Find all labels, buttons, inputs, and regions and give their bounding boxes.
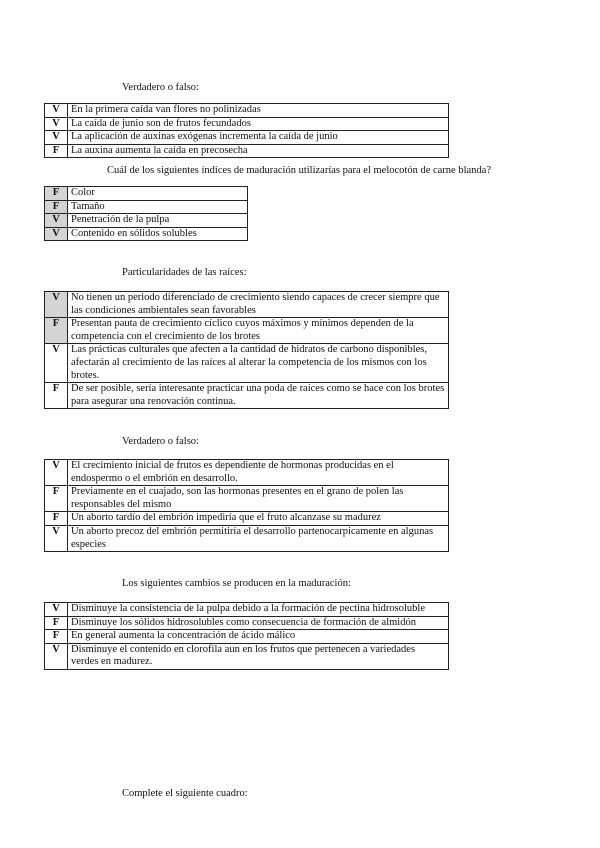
table-row (45, 512, 449, 526)
answer-cell: V (45, 344, 68, 383)
true-false-table-3 (44, 291, 449, 409)
statement-cell: La auxina aumenta la caída en precosecha (68, 144, 449, 158)
statement-cell: Disminuye los sólidos hidrosolubles como consecuencia de formación de almidón (68, 616, 449, 630)
true-false-table-4 (44, 459, 449, 552)
table-row (45, 187, 248, 201)
statement-cell: Tamaño (68, 200, 248, 214)
section-heading-4: Verdadero o falso: (122, 436, 199, 447)
answer-cell: V (45, 525, 68, 551)
table-row (45, 643, 449, 669)
answer-cell: F (45, 318, 68, 344)
statement-cell: Disminuye el contenido en clorofila aun en los frutos que pertenecen a variedades verdes en madurez. (68, 643, 449, 669)
statement-cell: No tienen un periodo diferenciado de crecimiento siendo capaces de crecer siempre que las condiciones ambientales sean favorables (68, 292, 449, 318)
statement-cell: El crecimiento inicial de frutos es dependiente de hormonas producidas en el endospermo o el embrión en desarrollo. (68, 460, 449, 486)
statement-cell: La caída de junio son de frutos fecundados (68, 117, 449, 131)
answer-cell: V (45, 643, 68, 669)
answer-cell: V (45, 460, 68, 486)
section-heading-5: Los siguientes cambios se producen en la maduración: (122, 578, 351, 589)
table-row (45, 200, 248, 214)
statement-cell: Contenido en sólidos solubles (68, 227, 248, 241)
statement-cell: Color (68, 187, 248, 201)
statement-cell: La aplicación de auxinas exógenas incrementa la caída de junio (68, 131, 449, 145)
table-row (45, 131, 449, 145)
true-false-table-1 (44, 103, 449, 158)
statement-cell: Previamente en el cuajado, son las hormonas presentes en el grano de polen las responsables del mismo (68, 486, 449, 512)
statement-cell: Un aborto tardío del embrión impediría que el fruto alcanzase su madurez (68, 512, 449, 526)
answer-cell: V (45, 104, 68, 118)
footer-heading: Complete el siguiente cuadro: (122, 788, 248, 799)
table-row (45, 344, 449, 383)
answer-cell: V (45, 214, 68, 228)
statement-cell: Presentan pauta de crecimiento cíclico cuyos máximos y mínimos dependen de la competencia con el crecimiento de los brotes (68, 318, 449, 344)
answer-cell: V (45, 131, 68, 145)
true-false-table-2 (44, 186, 248, 241)
table-row (45, 383, 449, 409)
statement-cell: Un aborto precoz del embrión permitiría el desarrollo partenocarpicamente en algunas especies (68, 525, 449, 551)
statement-cell: Las prácticas culturales que afecten a la cantidad de hidratos de carbono disponibles, afectarán al crecimiento de las raíces al alterar la competencia de los mismos con los brotes. (68, 344, 449, 383)
answer-cell: F (45, 187, 68, 201)
table-row (45, 117, 449, 131)
answer-cell: F (45, 630, 68, 644)
answer-cell: V (45, 227, 68, 241)
table-row (45, 318, 449, 344)
answer-cell: V (45, 292, 68, 318)
table-row (45, 144, 449, 158)
answer-cell: F (45, 512, 68, 526)
section-heading-3: Particularidades de las raíces: (122, 267, 247, 278)
answer-cell: F (45, 144, 68, 158)
table-row (45, 460, 449, 486)
table-row (45, 227, 248, 241)
table-row (45, 630, 449, 644)
statement-cell: Disminuye la consistencia de la pulpa debido a la formación de pectina hidrosoluble (68, 603, 449, 617)
table-row (45, 104, 449, 118)
section-heading-1: Verdadero o falso: (122, 82, 199, 93)
statement-cell: Penetración de la pulpa (68, 214, 248, 228)
table-row (45, 603, 449, 617)
statement-cell: En general aumenta la concentración de ácido málico (68, 630, 449, 644)
table-row (45, 214, 248, 228)
answer-cell: V (45, 117, 68, 131)
statement-cell: En la primera caída van flores no polinizadas (68, 104, 449, 118)
table-row (45, 525, 449, 551)
answer-cell: F (45, 200, 68, 214)
answer-cell: F (45, 486, 68, 512)
table-row (45, 292, 449, 318)
answer-cell: F (45, 383, 68, 409)
answer-cell: F (45, 616, 68, 630)
table-row (45, 486, 449, 512)
answer-cell: V (45, 603, 68, 617)
statement-cell: De ser posible, sería interesante practicar una poda de raíces como se hace con los brotes para asegurar una renovación continua. (68, 383, 449, 409)
true-false-table-5 (44, 602, 449, 670)
table-row (45, 616, 449, 630)
section-heading-2: Cuál de los siguientes índices de maduración utilizarías para el melocotón de carne blanda? (107, 165, 491, 176)
